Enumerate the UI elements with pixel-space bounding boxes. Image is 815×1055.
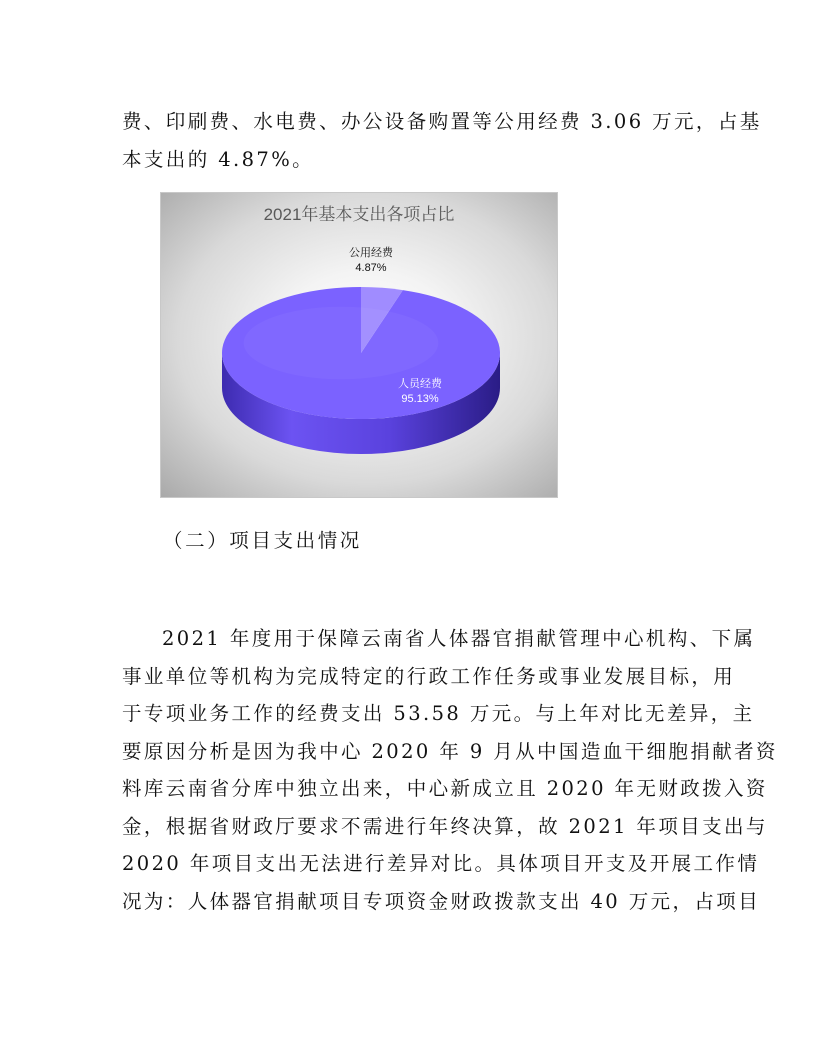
body-line-8: 况为：人体器官捐献项目专项资金财政拨款支出 40 万元，占项目	[122, 889, 761, 913]
pie-highlight	[244, 307, 439, 380]
body-line-4: 要原因分析是因为我中心 2020 年 9 月从中国造血干细胞捐献者资	[122, 739, 778, 763]
chart-title: 2021年基本支出各项占比	[263, 205, 455, 224]
pie-chart	[160, 192, 558, 498]
body-line-2: 事业单位等机构为完成特定的行政工作任务或事业发展目标，用	[122, 664, 736, 688]
slice-value-personnel-funds: 95.13%	[401, 393, 439, 405]
slice-label-public-funds: 公用经费	[349, 247, 393, 259]
body-line-6: 金，根据省财政厅要求不需进行年终决算，故 2021 年项目支出与	[122, 814, 768, 838]
body-line-1: 2021 年度用于保障云南省人体器官捐献管理中心机构、下属	[162, 627, 756, 650]
body-line-7: 2020 年项目支出无法进行差异对比。具体项目开支及开展工作情	[122, 852, 760, 875]
body-line-3: 于专项业务工作的经费支出 53.58 万元。与上年对比无差异，主	[122, 702, 755, 725]
section-heading: （二）项目支出情况	[163, 529, 362, 552]
pie-group	[222, 287, 500, 454]
pie-chart-svg	[161, 193, 557, 497]
intro-paragraph	[122, 103, 762, 178]
intro-line-1: 费、印刷费、水电费、办公设备购置等公用经费 3.06 万元，占基	[122, 110, 762, 133]
intro-line-2: 本支出的 4.87%。	[122, 147, 315, 171]
body-line-5: 料库云南省分库中独立出来，中心新成立且 2020 年无财政拨入资	[122, 777, 768, 800]
slice-label-personnel-funds: 人员经费	[398, 378, 442, 390]
slice-value-public-funds: 4.87%	[355, 262, 387, 274]
body-paragraph	[122, 620, 778, 920]
